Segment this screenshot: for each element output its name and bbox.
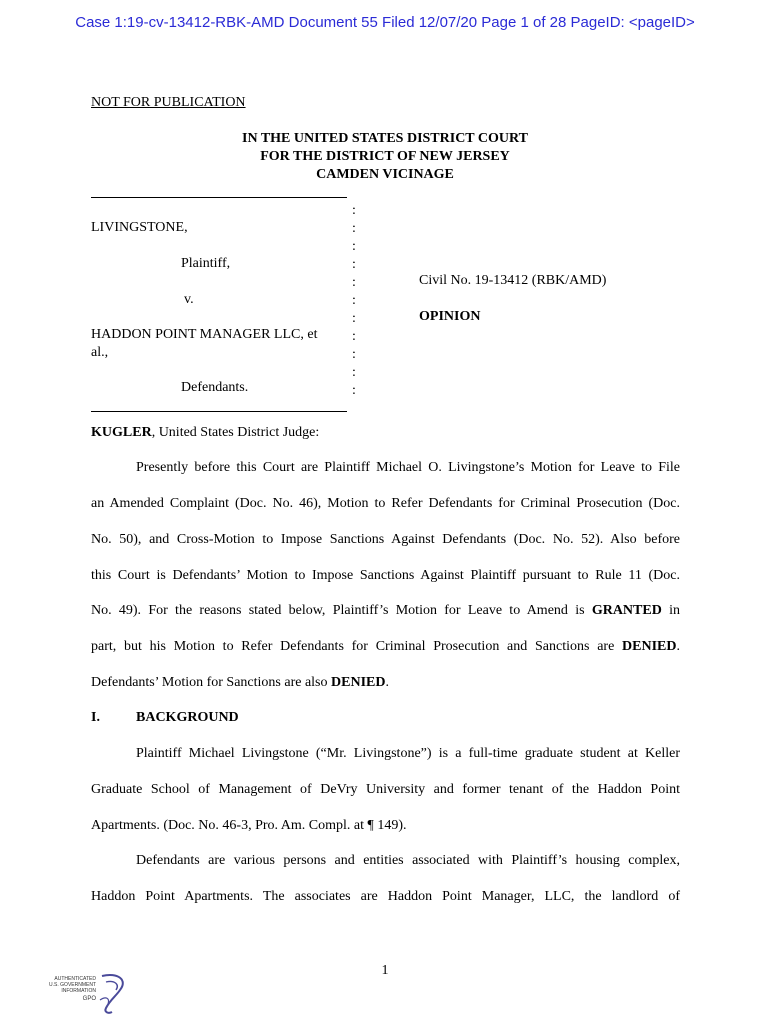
caption-colon: : — [352, 311, 356, 326]
paragraph-line: Graduate School of Management of DeVry University and former tenant of the Haddon Point — [91, 782, 680, 797]
caption-top-rule — [91, 197, 347, 198]
caption-colon: : — [352, 365, 356, 380]
paragraph-line: Apartments. (Doc. No. 46-3, Pro. Am. Compl. at ¶ 149). — [91, 818, 407, 833]
caption-bottom-rule — [91, 411, 347, 412]
paragraph-line: an Amended Complaint (Doc. No. 46), Motion to Refer Defendants for Criminal Prosecution (Doc. — [91, 496, 680, 511]
paragraph-line — [91, 603, 680, 619]
caption-colon: : — [352, 221, 356, 236]
paragraph-text: . — [385, 675, 389, 690]
granted-text: GRANTED — [591, 603, 662, 618]
case-header-stamp: Case 1:19-cv-13412-RBK-AMD Document 55 Filed 12/07/20 Page 1 of 28 PageID: <pageID> — [75, 14, 695, 31]
caption-colon: : — [352, 329, 356, 344]
paragraph-line: this Court is Defendants’ Motion to Impose Sanctions Against Plaintiff pursuant to Rule 11 (Doc. — [91, 568, 680, 583]
gpo-logo-text: INFORMATION — [61, 988, 96, 994]
court-line-1: IN THE UNITED STATES DISTRICT COURT — [242, 131, 528, 146]
page-number: 1 — [381, 963, 389, 978]
paragraph-text: . — [676, 639, 680, 654]
caption-colon: : — [352, 347, 356, 362]
defendant-name: HADDON POINT MANAGER LLC, et — [91, 327, 318, 342]
gpo-logo-text: U.S. GOVERNMENT — [49, 982, 96, 988]
opinion-label: OPINION — [419, 309, 481, 324]
paragraph-line: No. 50), and Cross-Motion to Impose Sanctions Against Defendants (Doc. No. 52). Also before — [91, 532, 680, 547]
paragraph-text: No. 49). For the reasons stated below, Plaintiff’s Motion for Leave to Amend is — [91, 603, 592, 618]
judge-line — [91, 425, 319, 441]
court-heading — [0, 130, 770, 184]
eagle-icon — [40, 970, 130, 1015]
caption-colon: : — [352, 275, 356, 290]
defendant-role: Defendants. — [181, 380, 249, 395]
gpo-logo-text: GPO — [82, 996, 96, 1002]
denied-text: DENIED — [331, 675, 386, 690]
caption-colon: : — [352, 257, 356, 272]
denied-text: DENIED — [622, 639, 677, 654]
court-line-2: FOR THE DISTRICT OF NEW JERSEY — [260, 149, 510, 164]
court-line-3: CAMDEN VICINAGE — [316, 167, 454, 182]
not-for-publication: NOT FOR PUBLICATION — [91, 95, 246, 110]
section-title: BACKGROUND — [136, 710, 239, 725]
gpo-authenticated-logo — [40, 970, 130, 1015]
paragraph-text: Defendants’ Motion for Sanctions are also — [91, 675, 332, 690]
paragraph-line: Haddon Point Apartments. The associates are Haddon Point Manager, LLC, the landlord of — [91, 889, 680, 904]
plaintiff-role: Plaintiff, — [181, 256, 231, 271]
gpo-logo-text: AUTHENTICATED — [54, 976, 96, 982]
caption-colon: : — [352, 239, 356, 254]
caption-colon: : — [352, 383, 356, 398]
paragraph-line: Plaintiff Michael Livingstone (“Mr. Livingstone”) is a full-time graduate student at Keller — [136, 746, 680, 761]
judge-title: , United States District Judge: — [151, 425, 320, 440]
paragraph-text: in — [661, 603, 680, 618]
defendant-name-continued: al., — [91, 345, 109, 360]
section-number: I. — [91, 710, 100, 725]
paragraph-text: part, but his Motion to Refer Defendants for Criminal Prosecution and Sanctions are — [91, 639, 623, 654]
caption-colon: : — [352, 293, 356, 308]
judge-name: KUGLER — [91, 425, 152, 440]
paragraph-line — [91, 675, 680, 691]
paragraph-line: Presently before this Court are Plaintiff Michael O. Livingstone’s Motion for Leave to File — [136, 460, 680, 475]
versus: v. — [184, 292, 194, 307]
paragraph-line: Defendants are various persons and entities associated with Plaintiff’s housing complex, — [136, 853, 680, 868]
paragraph-line — [91, 639, 680, 655]
civil-number: Civil No. 19-13412 (RBK/AMD) — [419, 273, 607, 288]
caption-colon: : — [352, 203, 356, 218]
plaintiff-name: LIVINGSTONE, — [91, 220, 188, 235]
